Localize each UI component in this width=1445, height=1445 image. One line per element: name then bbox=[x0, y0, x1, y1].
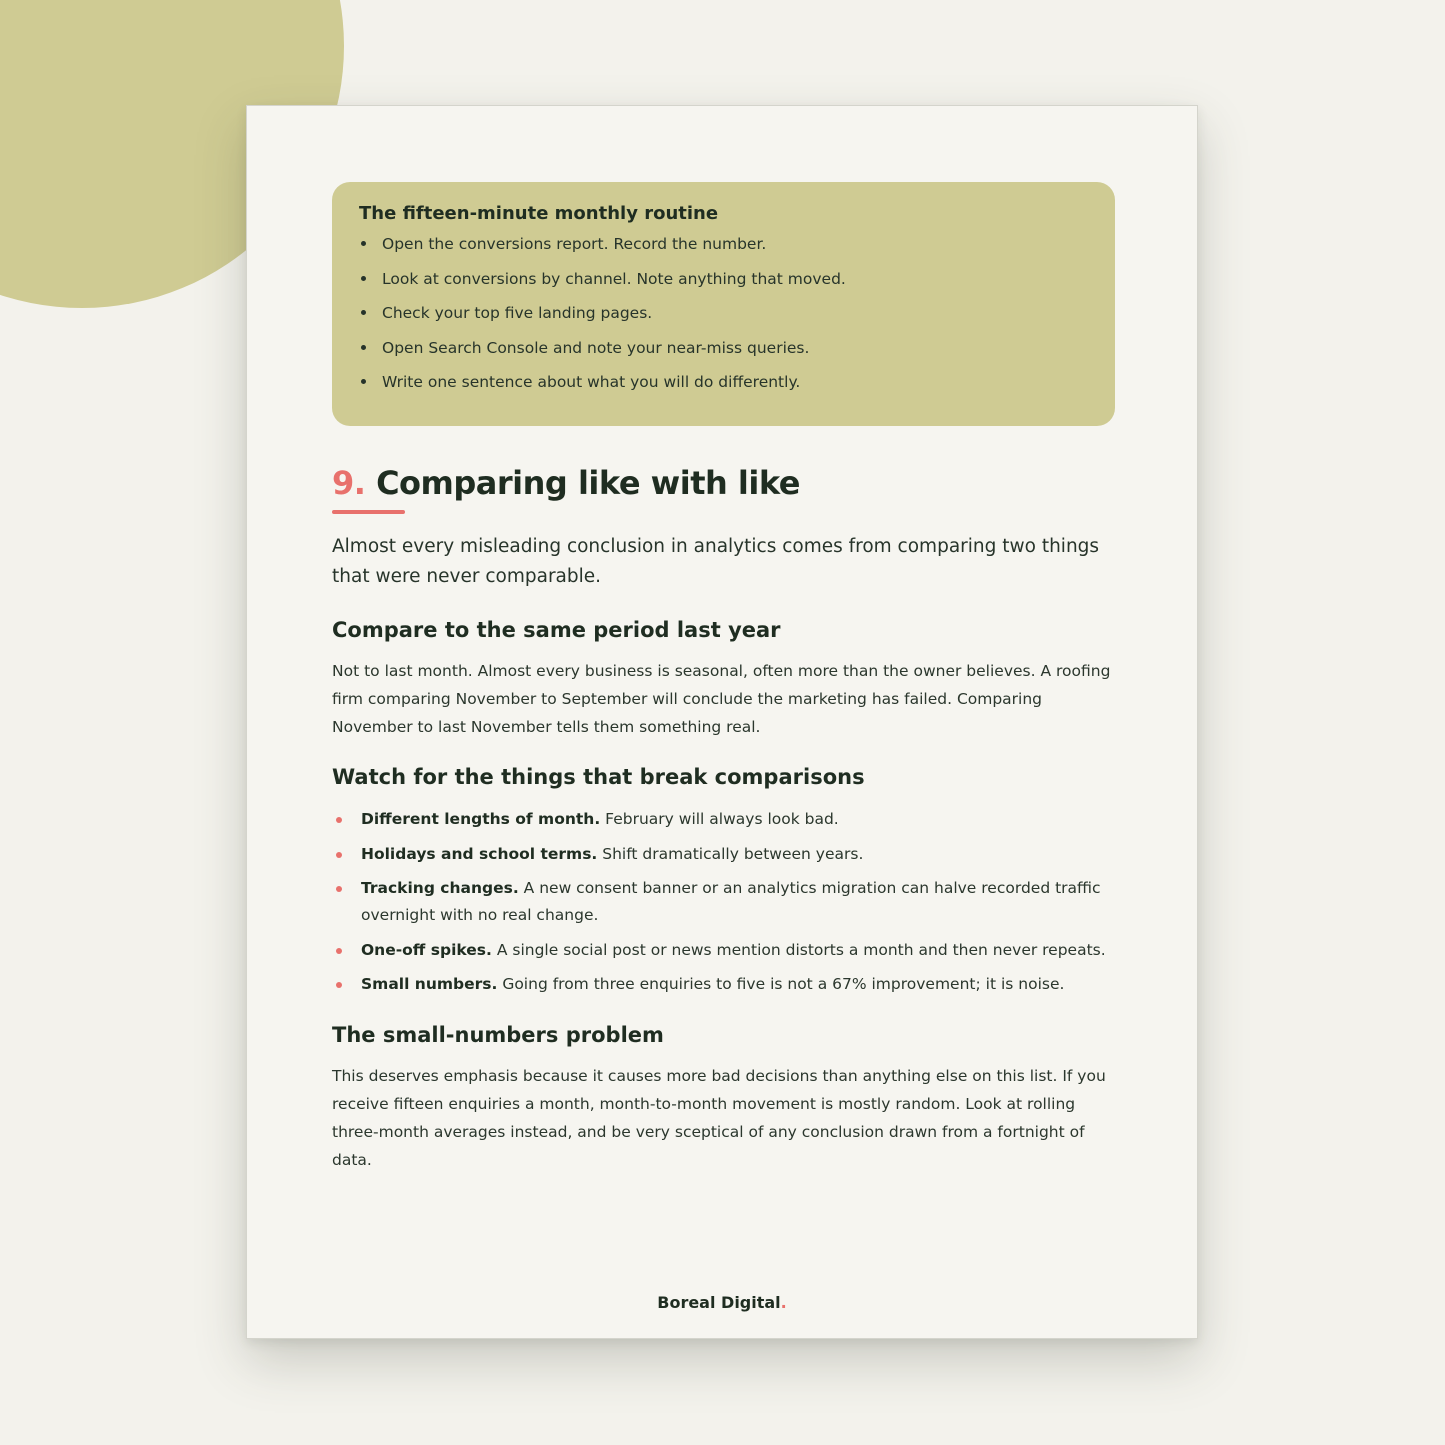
list-item: Check your top five landing pages. bbox=[359, 303, 1089, 323]
bullet-icon bbox=[361, 310, 366, 315]
bullet-icon bbox=[361, 276, 366, 281]
bullet-icon bbox=[361, 379, 366, 384]
bullet-icon bbox=[361, 241, 366, 246]
paragraph-same-period: Not to last month. Almost every business is seasonal, often more than the owner believes. A roofing firm comparing November to September will conclude the marketing has failed. Comparing November to last November tells them something real. bbox=[332, 662, 1111, 736]
list-item: Open Search Console and note your near-miss queries. bbox=[359, 338, 1089, 358]
footer-brand bbox=[247, 1293, 1197, 1312]
list-item: One-off spikes. A single social post or news mention distorts a month and then never repeats. bbox=[332, 937, 1122, 964]
bullet-icon bbox=[361, 345, 366, 350]
heading-break-comparisons: Watch for the things that break comparisons bbox=[332, 765, 865, 789]
routine-list bbox=[359, 234, 1089, 392]
list-item: Look at conversions by channel. Note anything that moved. bbox=[359, 269, 1089, 289]
section-title bbox=[332, 464, 800, 502]
bullet-icon bbox=[336, 817, 342, 823]
brand-name: Boreal Digital bbox=[657, 1293, 781, 1312]
list-item: Tracking changes. A new consent banner or an analytics migration can halve recorded traffic overnight with no real change. bbox=[332, 875, 1122, 929]
bullet-icon bbox=[336, 852, 342, 858]
bullet-icon bbox=[336, 886, 342, 892]
section-intro: Almost every misleading conclusion in analytics comes from comparing two things that were never comparable. bbox=[332, 536, 1100, 587]
comparison-list bbox=[332, 806, 1122, 1006]
section-title-text: Comparing like with like bbox=[376, 464, 800, 502]
section-number: 9. bbox=[332, 464, 366, 502]
heading-same-period: Compare to the same period last year bbox=[332, 618, 781, 642]
title-underline bbox=[332, 510, 405, 514]
document-page bbox=[246, 105, 1198, 1339]
list-item: Small numbers. Going from three enquiries to five is not a 67% improvement; it is noise. bbox=[332, 971, 1122, 998]
bullet-icon bbox=[336, 982, 342, 988]
callout-title: The fifteen-minute monthly routine bbox=[359, 203, 719, 224]
list-item: Open the conversions report. Record the number. bbox=[359, 234, 1089, 254]
paragraph-small-numbers: This deserves emphasis because it causes more bad decisions than anything else on this list. If you receive fifteen enquiries a month, month-to-month movement is mostly random. Look at rolling three-month averages instead, and be very sceptical of any conclusion drawn from a fortnight of data. bbox=[332, 1067, 1106, 1169]
heading-small-numbers: The small-numbers problem bbox=[332, 1023, 664, 1047]
bullet-icon bbox=[336, 948, 342, 954]
routine-callout bbox=[332, 182, 1115, 426]
list-item: Different lengths of month. February will always look bad. bbox=[332, 806, 1122, 833]
brand-dot: . bbox=[780, 1293, 787, 1312]
list-item: Holidays and school terms. Shift dramatically between years. bbox=[332, 841, 1122, 868]
list-item: Write one sentence about what you will do differently. bbox=[359, 372, 1089, 392]
